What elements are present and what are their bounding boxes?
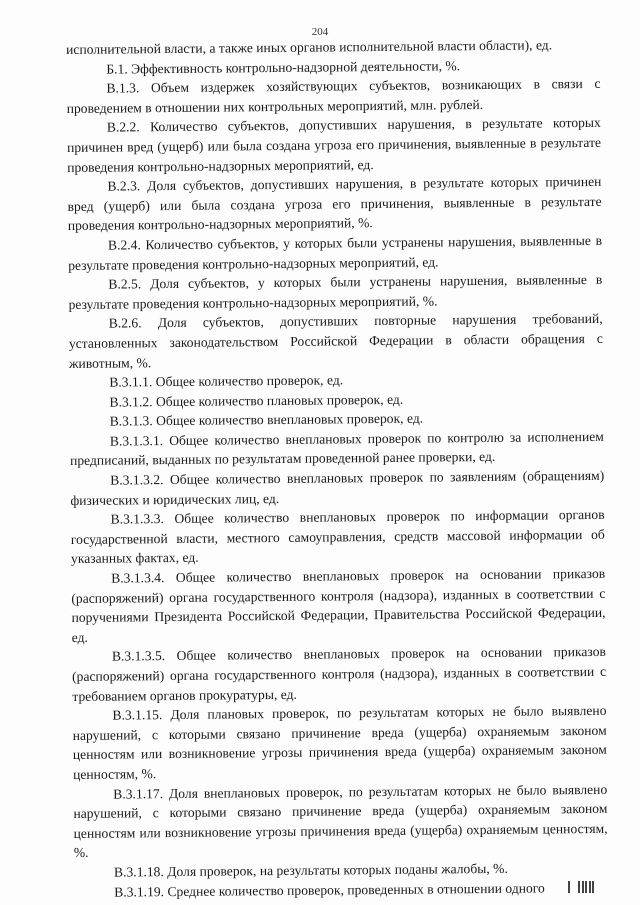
- paragraph: В.3.1.15. Доля плановых проверок, по результатам которых не было выявлено нарушений, с которыми связано причинение вреда (ущерба) охраняемым законом ценностям или возникновение угрозы причинения вреда (ущерба) охраняемым законом ценностям, %.: [72, 703, 607, 782]
- barcode-bar: [578, 881, 580, 893]
- barcode-bar: [582, 881, 584, 893]
- paragraph: В.2.5. Доля субъектов, у которых были устранены нарушения, выявленные в результате проведения контрольно-надзорных мероприятий, %.: [68, 271, 603, 312]
- paragraph: В.3.1.1. Общее количество проверок, ед.: [109, 372, 344, 390]
- paragraph: В.3.1.3.5. Общее количество внеплановых проверок на основании приказов (распоряжений) органа государственного контроля (надзора), изданных в соответствии с требованием органов прокуратуры, ед.: [72, 644, 607, 704]
- paragraph: В.1.3. Объем издержек хозяйствующих субъектов, возникающих в связи с проведением в отношении них контрольных мероприятий, млн. рублей.: [66, 76, 601, 116]
- barcode-bar: [568, 881, 570, 893]
- paragraph: В.2.4. Количество субъектов, у которых были устранены нарушения, выявленные в результате проведения контрольно-надзорных мероприятий, ед.: [68, 232, 603, 273]
- barcode-bar: [592, 881, 594, 893]
- page-number: 204: [311, 26, 329, 38]
- paragraph: В.3.1.19. Среднее количество проверок, проведенных в отношении одного: [114, 879, 545, 900]
- paragraph: В.3.1.2. Общее количество плановых проверок, ед.: [109, 391, 404, 410]
- barcode-bar: [585, 881, 587, 893]
- paragraph: В.3.1.3.2. Общее количество внеплановых проверок по заявлениям (обращениям) физических и юридических лиц, ед.: [70, 467, 605, 508]
- paragraph: В.3.1.18. Доля проверок, на результаты которых поданы жалобы, %.: [113, 860, 508, 880]
- paragraph: исполнительной власти, а также иных органов исполнительной власти области), ед.: [66, 37, 553, 57]
- barcode-bar: [589, 881, 591, 893]
- paragraph: В.3.1.17. Доля внеплановых проверок, по результатам которых не было выявлено нарушений, с которыми связано причинение вреда (ущерба) охраняемым законом ценностям или возникновение угрозы причинения вреда (ущерба) охраняемым ценностям, %.: [73, 781, 608, 861]
- scan-barcode-marks: [568, 881, 608, 893]
- paragraph: В.2.6. Доля субъектов, допустивших повторные нарушения требований, установленных законодательством Российской Федерации в области обращения с животным, %.: [68, 311, 603, 371]
- paragraph: В.3.1.3. Общее количество внеплановых проверок, ед.: [109, 410, 424, 429]
- paragraph: В.3.1.3.1. Общее количество внеплановых проверок по контролю за исполнением предписаний, выданных по результатам проведенной ранее проверки, ед.: [69, 428, 604, 469]
- paragraph: В.3.1.3.4. Общее количество внеплановых проверок на основании приказов (распоряжений) органа государственного контроля (надзора), изданных в соответствии с поручениями Президента Российской Федерации, Правительства Российской Федерации, ед.: [71, 565, 606, 645]
- paragraph: В.2.2. Количество субъектов, допустивших нарушения, в результате которых причинен вред (ущерб) или была создана угроза его причинения, выявленные в результате проведения контрольно-надзорных мероприятий, ед.: [66, 115, 602, 175]
- paragraph: Б.1. Эффективность контрольно-надзорной деятельности, %.: [106, 57, 461, 77]
- document-body: [66, 35, 608, 902]
- paragraph: В.3.1.3.3. Общее количество внеплановых проверок по информации органов государственной власти, местного самоуправления, средств массовой информации об указанных фактах, ед.: [70, 507, 605, 567]
- paragraph: В.2.3. Доля субъектов, допустивших нарушения, в результате которых причинен вред (ущерб) или была создана угроза его причинения, выявленные в результате проведения контрольно-надзорных мероприятий, %.: [67, 174, 602, 234]
